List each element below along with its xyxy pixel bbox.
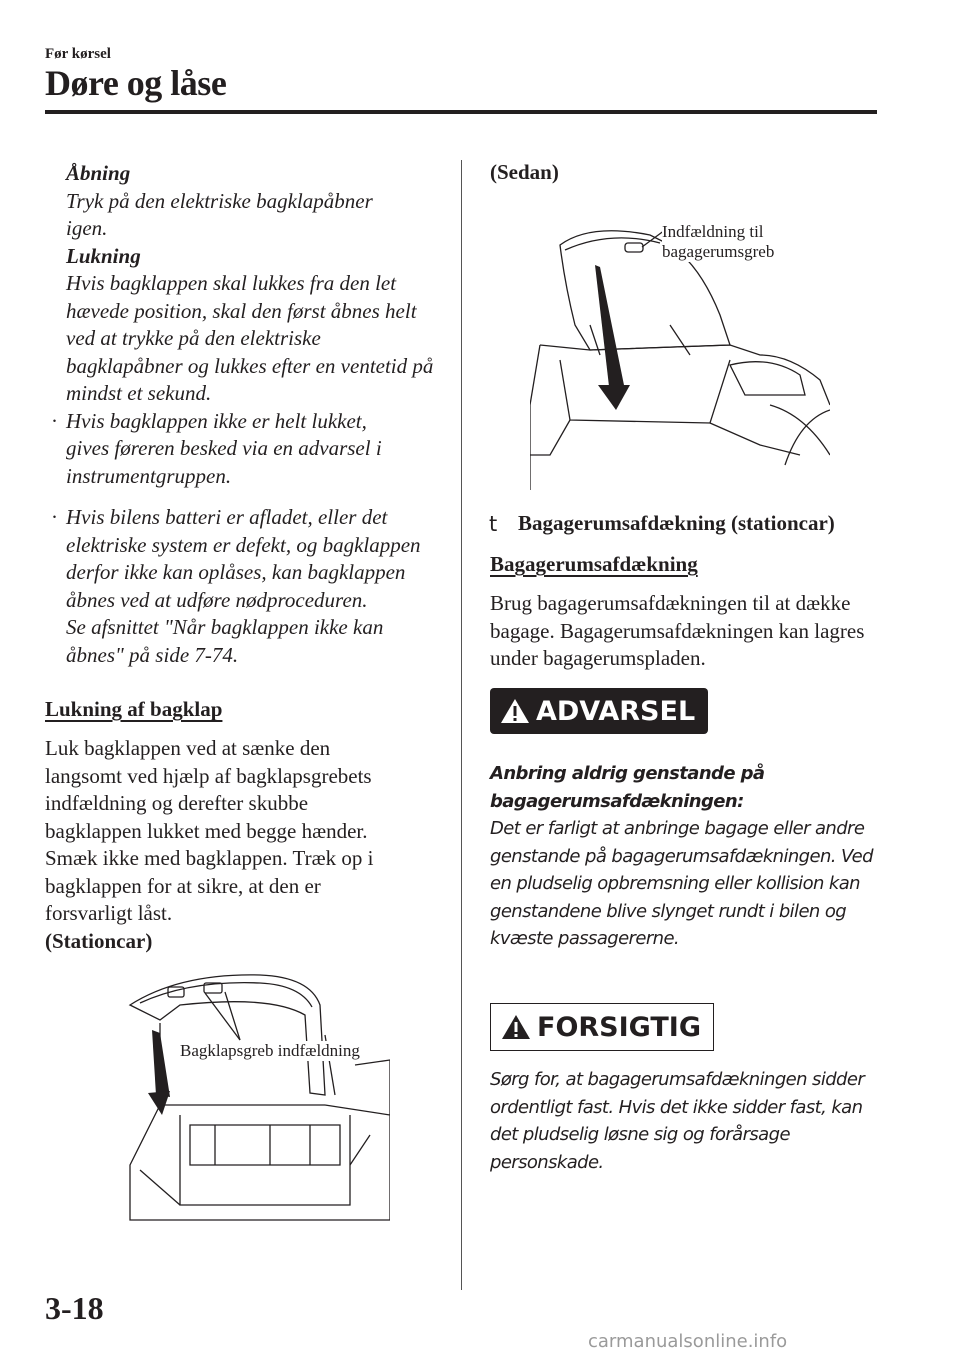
warning-triangle-icon [500, 698, 530, 724]
column-divider [461, 160, 462, 1290]
warning-badge-text: ADVARSEL [536, 695, 696, 727]
caution-text: Sørg for, at bagagerumsafdækningen sidder ordentligt fast. Hvis det ikke sidder fast, kan det pludselig løsne sig og forårsage personskade. [490, 1069, 865, 1173]
closing-heading: Lukning af bagklap [45, 697, 223, 721]
sedan-figure-label-line: bagagerumsgreb [662, 242, 775, 261]
bullet-dot: · [51, 408, 58, 433]
caution-triangle-icon [501, 1014, 531, 1040]
stationcar-figure-label: Bagklapsgreb indfældning [180, 1041, 360, 1060]
section-label: Før kørsel [45, 46, 111, 62]
warning-block [490, 760, 880, 953]
reference-note: Se afsnittet "Når bagklappen ikke kan åbnes" på side 7-74. [66, 615, 384, 667]
cover-body: Brug bagagerumsafdækningen til at dække bagage. Bagagerumsafdækningen kan lagres under bagagerumspladen. [490, 591, 865, 670]
warning-text: Det er farligt at anbringe bagage eller andre genstande på bagagerumsafdækningen. Ved en pludselig opbremsning eller kollision kan genstandene blive slynget rundt i bilen og kvæste passagererne. [490, 818, 873, 949]
page-title: Døre og låse [45, 63, 227, 103]
warning-badge [490, 688, 708, 734]
bullet-text: Hvis bagklappen ikke er helt lukket, gives føreren besked via en advarsel i instrumentgruppen. [66, 408, 382, 488]
closing-body-text: Luk bagklappen ved at sænke den langsomt ved hjælp af bagklapsgrebets indfældning og derefter skubbe bagklappen lukket med begge hænder. Smæk ikke med bagklappen. Træk op i bagklappen for at sikre, at den er forsvarligt låst. [45, 736, 374, 925]
header-rule [45, 110, 877, 114]
sedan-figure-label [662, 222, 774, 262]
bullet-item [51, 504, 436, 614]
opening-label: Åbning [66, 161, 131, 185]
caution-badge-text: FORSIGTIG [537, 1011, 701, 1043]
opening-text: Tryk på den elektriske bagklapåbner igen. [66, 188, 373, 240]
section-marker: t [489, 512, 498, 536]
closing-text: Hvis bagklappen skal lukkes fra den let hævede position, skal den først åbnes helt ved at trykke på den elektriske bagklapåbner og lukkes efter en ventetid på mindst et sekund. [66, 271, 434, 405]
stationcar-label: (Stationcar) [45, 928, 153, 953]
section-heading: Bagagerumsafdækning (stationcar) [518, 511, 835, 535]
page-number: 3-18 [45, 1290, 104, 1326]
watermark: carmanualsonline.info [588, 1331, 788, 1352]
bullet-text: Hvis bilens batteri er afladet, eller det elektriske system er defekt, og bagklappen derfor ikke kan oplåses, kan bagklappen åbnes ved at udføre nødproceduren. [66, 505, 421, 612]
bullet-dot: · [51, 505, 58, 529]
sedan-label: (Sedan) [490, 160, 559, 184]
closing-body [45, 735, 445, 955]
caution-badge [490, 1003, 714, 1051]
bullet-item [51, 408, 411, 491]
tailgate-operation-notes [51, 160, 451, 669]
subheading: Bagagerumsafdækning [490, 552, 698, 576]
sedan-figure-label-line: Indfældning til [662, 222, 764, 241]
stationcar-tailgate-figure [120, 965, 390, 1225]
closing-label: Lukning [66, 243, 141, 268]
warning-title: Anbring aldrig genstande på bagagerumsafdækningen: [490, 763, 765, 812]
